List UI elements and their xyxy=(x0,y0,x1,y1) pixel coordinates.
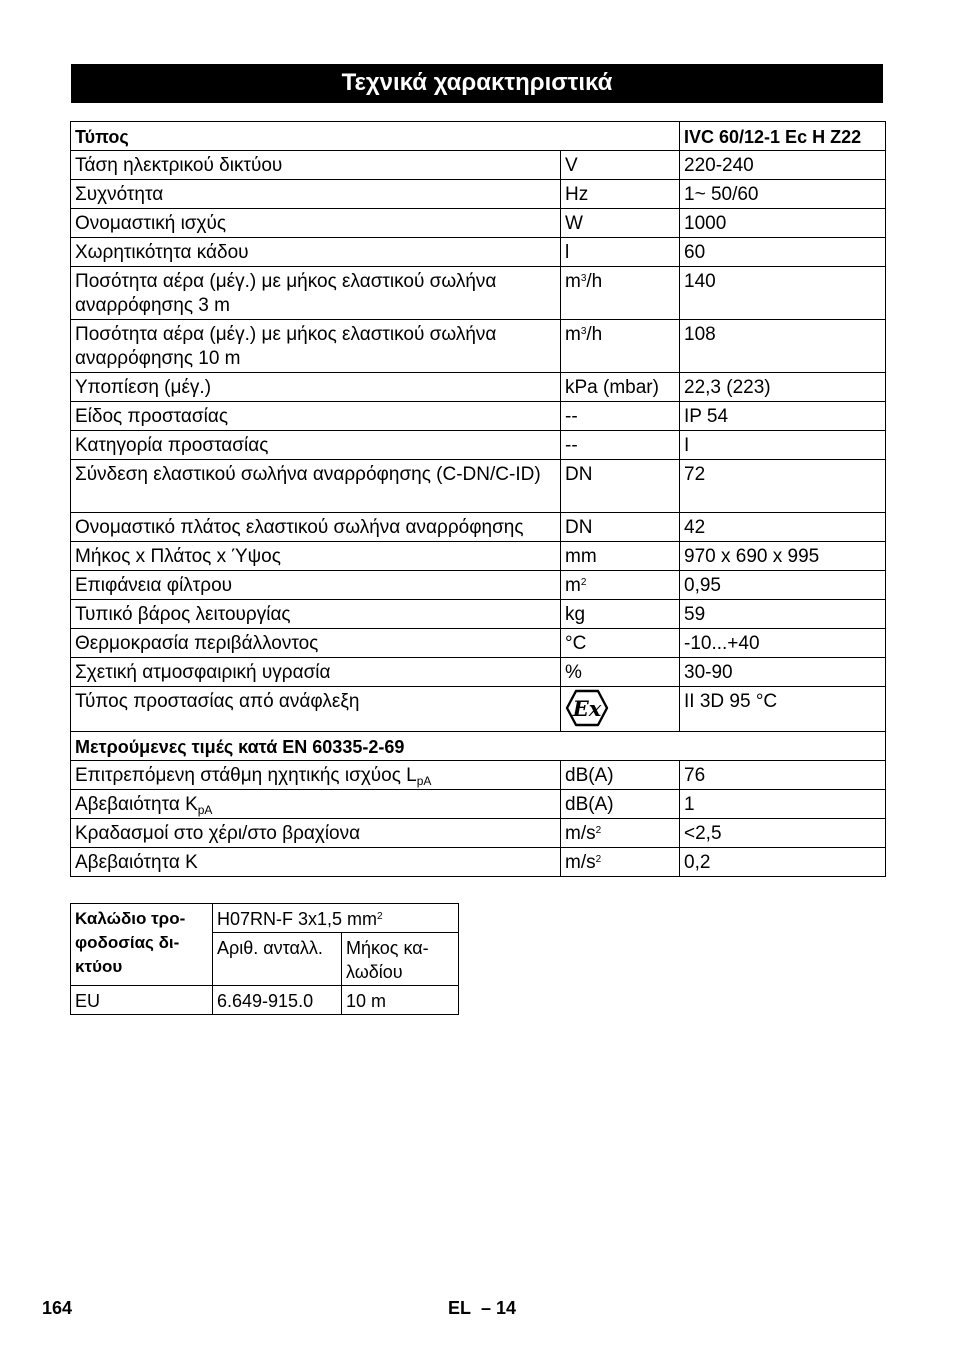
spec-unit: W xyxy=(561,209,680,238)
spec-row-hose-width xyxy=(71,513,886,542)
spec-row-weight xyxy=(71,600,886,629)
spec-row-sound-uncertainty xyxy=(71,790,886,819)
svg-text:Ex: Ex xyxy=(572,696,602,721)
spec-unit: DN xyxy=(561,513,680,542)
spec-unit xyxy=(561,687,680,732)
spec-value: 220-240 xyxy=(680,151,886,180)
spec-value: 59 xyxy=(680,600,886,629)
measured-values-header-row xyxy=(71,732,886,761)
page-title: Τεχνικά χαρακτηριστικά xyxy=(71,64,883,103)
spec-value: 60 xyxy=(680,238,886,267)
spec-row-hand-arm-vibration xyxy=(71,819,886,848)
measured-values-heading: Μετρούμενες τιμές κατά EN 60335-2-69 xyxy=(71,732,886,761)
spec-unit: $m^3/h$ xyxy=(561,267,680,320)
spec-value: 1~ 50/60 xyxy=(680,180,886,209)
technical-data-table xyxy=(70,121,886,877)
spec-value: 108 xyxy=(680,320,886,373)
spec-label: Κατηγορία προστασίας xyxy=(71,431,561,460)
spec-value: 0,95 xyxy=(680,571,886,600)
model-name: IVC 60/12-1 Ec H Z22 xyxy=(680,122,886,151)
section-page-number: – 14 xyxy=(481,1298,517,1318)
spec-value: -10...+40 xyxy=(680,629,886,658)
spec-label: Τύπος προστασίας από ανάφλεξη xyxy=(71,687,561,732)
spec-row-protection-type xyxy=(71,402,886,431)
spec-value: <2,5 xyxy=(680,819,886,848)
cable-part-number-header: Αριθ. ανταλλ. xyxy=(213,933,342,986)
language-code: EL xyxy=(448,1298,472,1318)
spec-unit: -- xyxy=(561,402,680,431)
spec-unit: °C xyxy=(561,629,680,658)
spec-unit: $m^2$ xyxy=(561,571,680,600)
ex-explosion-protection-icon xyxy=(565,689,609,727)
spec-unit: l xyxy=(561,238,680,267)
power-cable-table xyxy=(70,903,459,1015)
spec-row-ignition-protection xyxy=(71,687,886,732)
spec-value: 42 xyxy=(680,513,886,542)
spec-value: 1000 xyxy=(680,209,886,238)
spec-row-vacuum xyxy=(71,373,886,402)
spec-unit: Hz xyxy=(561,180,680,209)
spec-label: Ποσότητα αέρα (μέγ.) με μήκος ελαστικού σωλήνα αναρρόφησης 3 m xyxy=(71,267,561,320)
spec-value: 22,3 (223) xyxy=(680,373,886,402)
spec-row-hose-connection xyxy=(71,460,886,513)
spec-label: Ποσότητα αέρα (μέγ.) με μήκος ελαστικού σωλήνα αναρρόφησης 10 m xyxy=(71,320,561,373)
spec-label: Επιφάνεια φίλτρου xyxy=(71,571,561,600)
spec-label: Υποπίεση (μέγ.) xyxy=(71,373,561,402)
spec-unit: dB(A) xyxy=(561,790,680,819)
spec-label: Αβεβαιότητα K xyxy=(71,848,561,877)
spec-label: Ονομαστική ισχύς xyxy=(71,209,561,238)
spec-row-container-capacity xyxy=(71,238,886,267)
cable-label: Καλώδιο τρο-φοδοσίας δι-κτύου xyxy=(71,904,213,986)
spec-row-power xyxy=(71,209,886,238)
spec-label: Επιτρεπόμενη στάθμη ηχητικής ισχύος $L_{pA}$ xyxy=(71,761,561,790)
spec-value: 1 xyxy=(680,790,886,819)
spec-unit: % xyxy=(561,658,680,687)
spec-row-dimensions xyxy=(71,542,886,571)
spec-row-ambient-temperature xyxy=(71,629,886,658)
spec-unit: -- xyxy=(561,431,680,460)
spec-value: 970 x 690 x 995 xyxy=(680,542,886,571)
cable-type: H07RN-F 3x1,5 $mm^2$ xyxy=(213,904,459,933)
spec-label: Τυπικό βάρος λειτουργίας xyxy=(71,600,561,629)
spec-unit: $m/s^2$ xyxy=(561,819,680,848)
spec-row-filter-area xyxy=(71,571,886,600)
cable-row-type xyxy=(71,904,459,933)
cable-row-eu xyxy=(71,986,459,1015)
cable-length-header: Μήκος κα-λωδίου xyxy=(342,933,459,986)
spec-label: Τάση ηλεκτρικού δικτύου xyxy=(71,151,561,180)
spec-label: Μήκος x Πλάτος x Ύψος xyxy=(71,542,561,571)
spec-value: 72 xyxy=(680,460,886,513)
spec-value: II 3D 95 °C xyxy=(680,687,886,732)
spec-row-airflow-10m xyxy=(71,320,886,373)
cable-length: 10 m xyxy=(342,986,459,1015)
spec-label: Σχετική ατμοσφαιρική υγρασία xyxy=(71,658,561,687)
spec-value: I xyxy=(680,431,886,460)
spec-value: IP 54 xyxy=(680,402,886,431)
spec-row-vibration-uncertainty xyxy=(71,848,886,877)
spec-value: 140 xyxy=(680,267,886,320)
spec-value: 0,2 xyxy=(680,848,886,877)
type-header-label: Τύπος xyxy=(71,122,680,151)
spec-label: Ονομαστικό πλάτος ελαστικού σωλήνα αναρρόφησης xyxy=(71,513,561,542)
spec-label: Συχνότητα xyxy=(71,180,561,209)
spec-label: Χωρητικότητα κάδου xyxy=(71,238,561,267)
spec-unit: kg xyxy=(561,600,680,629)
spec-label: Κραδασμοί στο χέρι/στο βραχίονα xyxy=(71,819,561,848)
spec-row-protection-class xyxy=(71,431,886,460)
spec-unit: $m^3/h$ xyxy=(561,320,680,373)
spec-unit: V xyxy=(561,151,680,180)
spec-row-voltage xyxy=(71,151,886,180)
spec-row-frequency xyxy=(71,180,886,209)
cable-region: EU xyxy=(71,986,213,1015)
cable-part-number: 6.649-915.0 xyxy=(213,986,342,1015)
spec-unit: DN xyxy=(561,460,680,513)
spec-row-humidity xyxy=(71,658,886,687)
spec-label: Σύνδεση ελαστικού σωλήνα αναρρόφησης (C-DN/C-ID) xyxy=(71,460,561,513)
spec-label: Αβεβαιότητα $K_{pA}$ xyxy=(71,790,561,819)
page-number: 164 xyxy=(42,1298,73,1318)
spec-label: Είδος προστασίας xyxy=(71,402,561,431)
spec-unit: mm xyxy=(561,542,680,571)
spec-unit: kPa (mbar) xyxy=(561,373,680,402)
table-header-row xyxy=(71,122,886,151)
spec-row-airflow-3m xyxy=(71,267,886,320)
spec-unit: dB(A) xyxy=(561,761,680,790)
spec-label: Θερμοκρασία περιβάλλοντος xyxy=(71,629,561,658)
spec-value: 76 xyxy=(680,761,886,790)
spec-value: 30-90 xyxy=(680,658,886,687)
spec-row-sound-power xyxy=(71,761,886,790)
spec-unit: $m/s^2$ xyxy=(561,848,680,877)
